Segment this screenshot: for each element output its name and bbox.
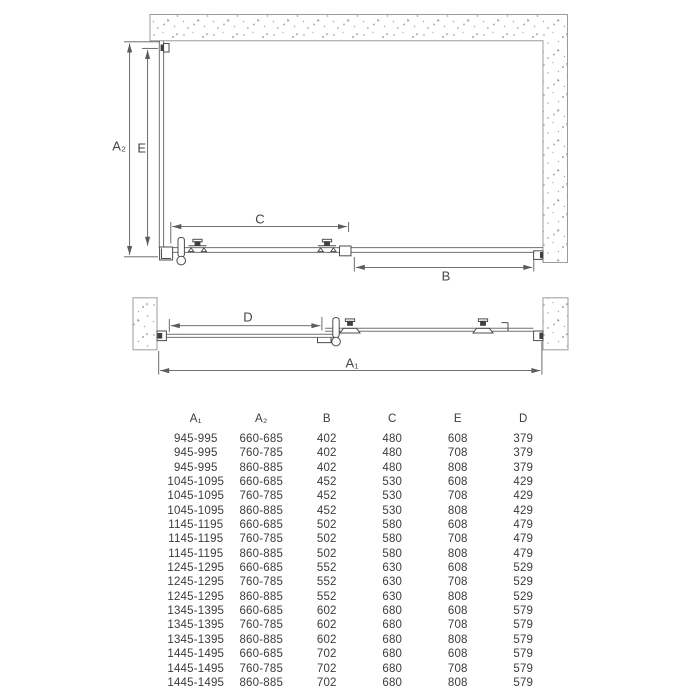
size-table-header xyxy=(163,412,556,426)
table-cell: 708 xyxy=(447,662,468,675)
bottom-guide xyxy=(318,337,332,342)
dimension-e xyxy=(137,48,158,245)
table-cell: 945-995 xyxy=(173,447,218,460)
table-cell: 530 xyxy=(382,476,403,489)
table-cell: 1245-1295 xyxy=(167,590,225,603)
wall-profile-right-plan xyxy=(534,251,543,260)
table-cell: 1045-1095 xyxy=(167,504,225,517)
table-row xyxy=(163,432,556,446)
table-cell: 580 xyxy=(382,533,403,546)
panel-overlap-bracket xyxy=(340,246,352,256)
door-handle-section xyxy=(332,318,341,346)
table-cell: 660-685 xyxy=(239,562,284,575)
table-row xyxy=(163,461,556,475)
table-cell: 379 xyxy=(513,433,534,445)
panel-end-stop xyxy=(502,323,509,331)
size-table xyxy=(163,412,556,690)
size-table-body xyxy=(163,432,556,690)
table-cell: 608 xyxy=(447,433,468,445)
table-cell: 708 xyxy=(447,576,468,589)
table-cell: 579 xyxy=(513,662,534,675)
table-row xyxy=(163,633,556,647)
dim-label-b: B xyxy=(441,268,451,284)
table-row xyxy=(163,676,556,690)
table-cell: 702 xyxy=(316,676,337,689)
table-cell: 402 xyxy=(316,433,337,445)
dimension-a1 xyxy=(159,342,542,375)
table-cell: 680 xyxy=(382,605,403,618)
table-row xyxy=(163,547,556,561)
table-cell: 579 xyxy=(513,605,534,618)
table-cell: 760-785 xyxy=(239,490,284,503)
table-cell: 479 xyxy=(513,519,534,532)
table-cell: 452 xyxy=(316,476,337,489)
table-cell: 708 xyxy=(447,447,468,460)
table-row xyxy=(163,475,556,489)
table-cell: 808 xyxy=(447,504,468,517)
col-header-a2: A₂ xyxy=(254,413,268,425)
col-header-a1: A₁ xyxy=(189,413,202,425)
table-cell: 480 xyxy=(382,447,403,460)
col-header-e: E xyxy=(453,413,462,425)
table-cell: 429 xyxy=(513,490,534,503)
table-cell: 680 xyxy=(382,662,403,675)
roller-carriage xyxy=(473,319,493,333)
table-cell: 402 xyxy=(316,447,337,460)
table-row xyxy=(163,504,556,518)
table-cell: 760-785 xyxy=(239,662,284,675)
table-cell: 760-785 xyxy=(239,447,284,460)
col-header-c: C xyxy=(387,413,397,425)
table-cell: 808 xyxy=(447,590,468,603)
table-cell: 1445-1495 xyxy=(167,648,225,661)
table-cell: 808 xyxy=(447,676,468,689)
table-cell: 1445-1495 xyxy=(167,676,225,689)
table-row xyxy=(163,518,556,532)
table-cell: 808 xyxy=(447,547,468,560)
table-cell: 379 xyxy=(513,461,534,474)
table-cell: 708 xyxy=(447,619,468,632)
table-cell: 608 xyxy=(447,605,468,618)
table-cell: 630 xyxy=(382,576,403,589)
table-cell: 808 xyxy=(447,633,468,646)
wall-profile-left-section xyxy=(157,331,166,341)
table-cell: 479 xyxy=(513,533,534,546)
dim-label-e: E xyxy=(137,140,146,156)
door-glass-section xyxy=(166,334,336,337)
table-cell: 579 xyxy=(513,633,534,646)
table-cell: 708 xyxy=(447,490,468,503)
table-cell: 608 xyxy=(447,562,468,575)
table-row xyxy=(163,662,556,676)
table-row xyxy=(163,590,556,604)
table-cell: 452 xyxy=(316,504,337,517)
table-cell: 945-995 xyxy=(173,433,218,445)
table-row xyxy=(163,647,556,661)
table-cell: 1245-1295 xyxy=(167,576,225,589)
table-cell: 630 xyxy=(382,590,403,603)
table-row xyxy=(163,561,556,575)
table-cell: 602 xyxy=(316,605,337,618)
table-cell: 379 xyxy=(513,447,534,460)
table-row xyxy=(163,489,556,503)
table-row xyxy=(163,532,556,546)
dim-label-c: C xyxy=(255,211,265,227)
table-row xyxy=(163,604,556,618)
table-cell: 708 xyxy=(447,533,468,546)
table-cell: 502 xyxy=(316,533,337,546)
roller-carriage xyxy=(340,319,360,333)
table-cell: 1145-1195 xyxy=(168,519,224,532)
table-cell: 680 xyxy=(382,619,403,632)
table-cell: 529 xyxy=(513,576,534,589)
table-cell: 1345-1395 xyxy=(167,619,225,632)
table-cell: 580 xyxy=(382,519,403,532)
dimension-d xyxy=(169,310,322,332)
table-cell: 608 xyxy=(447,648,468,661)
table-cell: 760-785 xyxy=(239,533,284,546)
table-cell: 608 xyxy=(447,519,468,532)
dim-label-a2: A₂ xyxy=(112,138,126,154)
table-cell: 660-685 xyxy=(239,433,284,445)
wall-profile-right-section xyxy=(534,331,543,341)
section-view xyxy=(133,298,568,375)
table-cell: 530 xyxy=(382,504,403,517)
table-row xyxy=(163,446,556,460)
table-cell: 608 xyxy=(447,476,468,489)
door-handle-plan xyxy=(177,238,186,265)
dimension-b xyxy=(354,257,534,284)
table-cell: 579 xyxy=(513,676,534,689)
table-cell: 660-685 xyxy=(239,519,284,532)
table-cell: 579 xyxy=(513,619,534,632)
table-cell: 552 xyxy=(316,562,337,575)
table-cell: 579 xyxy=(513,648,534,661)
table-cell: 680 xyxy=(382,676,403,689)
table-cell: 602 xyxy=(316,633,337,646)
side-panel-glass xyxy=(159,41,163,248)
dimension-c xyxy=(171,212,349,244)
table-cell: 1045-1095 xyxy=(167,490,225,503)
dim-label-d: D xyxy=(243,309,253,325)
table-cell: 502 xyxy=(316,519,337,532)
table-cell: 860-885 xyxy=(239,590,284,603)
table-row xyxy=(163,618,556,632)
table-cell: 1145-1195 xyxy=(168,533,224,546)
table-cell: 680 xyxy=(382,633,403,646)
table-cell: 1345-1395 xyxy=(167,633,225,646)
dimension-a2 xyxy=(112,42,160,257)
table-cell: 1445-1495 xyxy=(167,662,225,675)
table-cell: 860-885 xyxy=(239,547,284,560)
table-cell: 529 xyxy=(513,590,534,603)
plan-view xyxy=(112,15,567,284)
table-cell: 1145-1195 xyxy=(168,547,224,560)
table-cell: 860-885 xyxy=(239,504,284,517)
table-cell: 402 xyxy=(316,461,337,474)
table-cell: 1345-1395 xyxy=(167,605,225,618)
table-cell: 452 xyxy=(316,490,337,503)
wall-plan xyxy=(150,15,568,263)
col-header-d: D xyxy=(518,413,528,425)
table-cell: 702 xyxy=(316,662,337,675)
table-cell: 530 xyxy=(382,490,403,503)
wall-profile-top xyxy=(161,44,169,53)
table-cell: 702 xyxy=(316,648,337,661)
table-cell: 429 xyxy=(513,504,534,517)
table-cell: 630 xyxy=(382,562,403,575)
table-cell: 480 xyxy=(382,433,403,445)
table-cell: 860-885 xyxy=(239,676,284,689)
table-cell: 660-685 xyxy=(239,476,284,489)
table-cell: 602 xyxy=(316,619,337,632)
table-cell: 480 xyxy=(382,461,403,474)
table-cell: 660-685 xyxy=(239,648,284,661)
table-cell: 1045-1095 xyxy=(167,476,225,489)
table-cell: 479 xyxy=(513,547,534,560)
sliding-door-rail-plan xyxy=(164,248,543,253)
table-cell: 429 xyxy=(513,476,534,489)
table-cell: 760-785 xyxy=(239,619,284,632)
table-cell: 808 xyxy=(447,461,468,474)
table-cell: 1245-1295 xyxy=(167,562,225,575)
table-cell: 860-885 xyxy=(239,461,284,474)
corner-connector xyxy=(160,247,173,260)
table-cell: 552 xyxy=(316,590,337,603)
table-cell: 945-995 xyxy=(173,461,218,474)
wall-left-section xyxy=(133,298,157,350)
roller-carriage xyxy=(189,239,207,251)
table-cell: 760-785 xyxy=(239,576,284,589)
table-cell: 580 xyxy=(382,547,403,560)
dim-label-a1: A₁ xyxy=(345,355,359,371)
table-cell: 552 xyxy=(316,576,337,589)
table-cell: 502 xyxy=(316,547,337,560)
table-row xyxy=(163,575,556,589)
table-cell: 680 xyxy=(382,648,403,661)
table-cell: 660-685 xyxy=(239,605,284,618)
col-header-b: B xyxy=(322,413,331,425)
table-cell: 529 xyxy=(513,562,534,575)
wall-right-section xyxy=(543,298,568,350)
table-cell: 860-885 xyxy=(239,633,284,646)
roller-carriage xyxy=(318,239,336,251)
